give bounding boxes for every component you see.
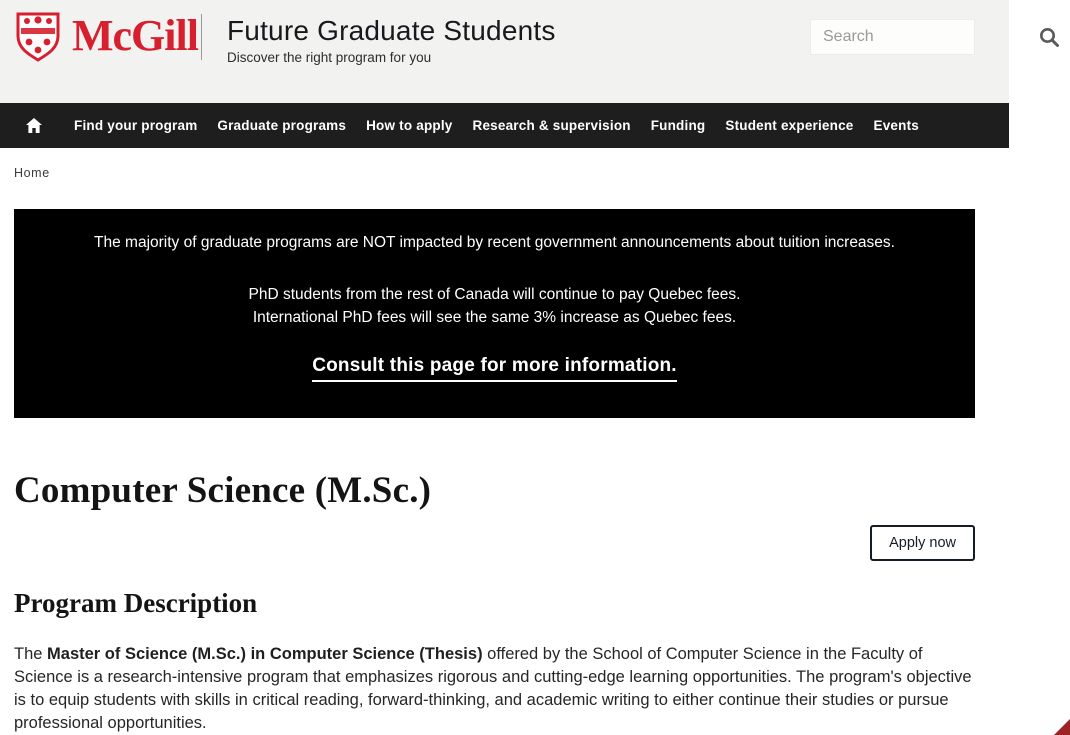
site-header [0, 0, 1009, 103]
site-title-block [227, 15, 556, 65]
header-divider [201, 14, 202, 60]
breadcrumb-home-link[interactable]: Home [14, 166, 50, 180]
nav-item-student-experience[interactable]: Student experience [725, 118, 854, 133]
search-icon [1038, 26, 1060, 48]
page-title: Computer Science (M.Sc.) [14, 470, 432, 511]
nav-item-graduate-programs[interactable]: Graduate programs [217, 118, 347, 133]
clipped-corner-widget [1054, 719, 1070, 735]
alert-line-2: PhD students from the rest of Canada will continue to pay Quebec fees. [248, 286, 741, 303]
tuition-alert-banner [14, 209, 975, 418]
description-rest: offered by the School of Computer Science in the Faculty of Science is a research-intensive program that emphasizes rigorous and cutting-edge learning opportunities. The program's objective is to equip students with skills in critical reading, forward-thinking, and academic writing to either continue their studies or pursue professional opportunities. [14, 645, 972, 732]
mcgill-wordmark: McGill [72, 11, 198, 60]
description-lead: The [14, 645, 48, 663]
search-box [810, 19, 975, 55]
nav-home-link[interactable] [26, 118, 42, 133]
description-bold-phrase: Master of Science (M.Sc.) in Computer Science (Thesis) [47, 645, 483, 663]
home-icon [26, 118, 42, 133]
search-input[interactable] [811, 28, 1038, 46]
nav-item-research-supervision[interactable]: Research & supervision [472, 118, 631, 133]
consult-page-link[interactable]: Consult this page for more information. [312, 355, 677, 382]
alert-line-1: The majority of graduate programs are NOT impacted by recent government announcements about tuition increases. [94, 234, 895, 251]
apply-row [0, 525, 975, 561]
program-description-text [14, 643, 972, 735]
alert-line-3: International PhD fees will see the same 3% increase as Quebec fees. [252, 309, 737, 326]
nav-item-how-to-apply[interactable]: How to apply [366, 118, 453, 133]
mcgill-shield-icon [14, 10, 62, 62]
section-title-program-description: Program Description [14, 588, 258, 618]
site-title: Future Graduate Students [227, 15, 556, 46]
nav-item-find-your-program[interactable]: Find your program [74, 118, 198, 133]
nav-item-events[interactable]: Events [873, 118, 919, 133]
breadcrumb [14, 164, 995, 182]
apply-now-button[interactable]: Apply now [870, 525, 975, 561]
main-nav [0, 103, 1009, 148]
site-subtitle: Discover the right program for you [227, 50, 432, 65]
search-button[interactable] [1038, 26, 1070, 48]
nav-item-funding[interactable]: Funding [650, 118, 706, 133]
mcgill-logo[interactable] [14, 10, 198, 62]
